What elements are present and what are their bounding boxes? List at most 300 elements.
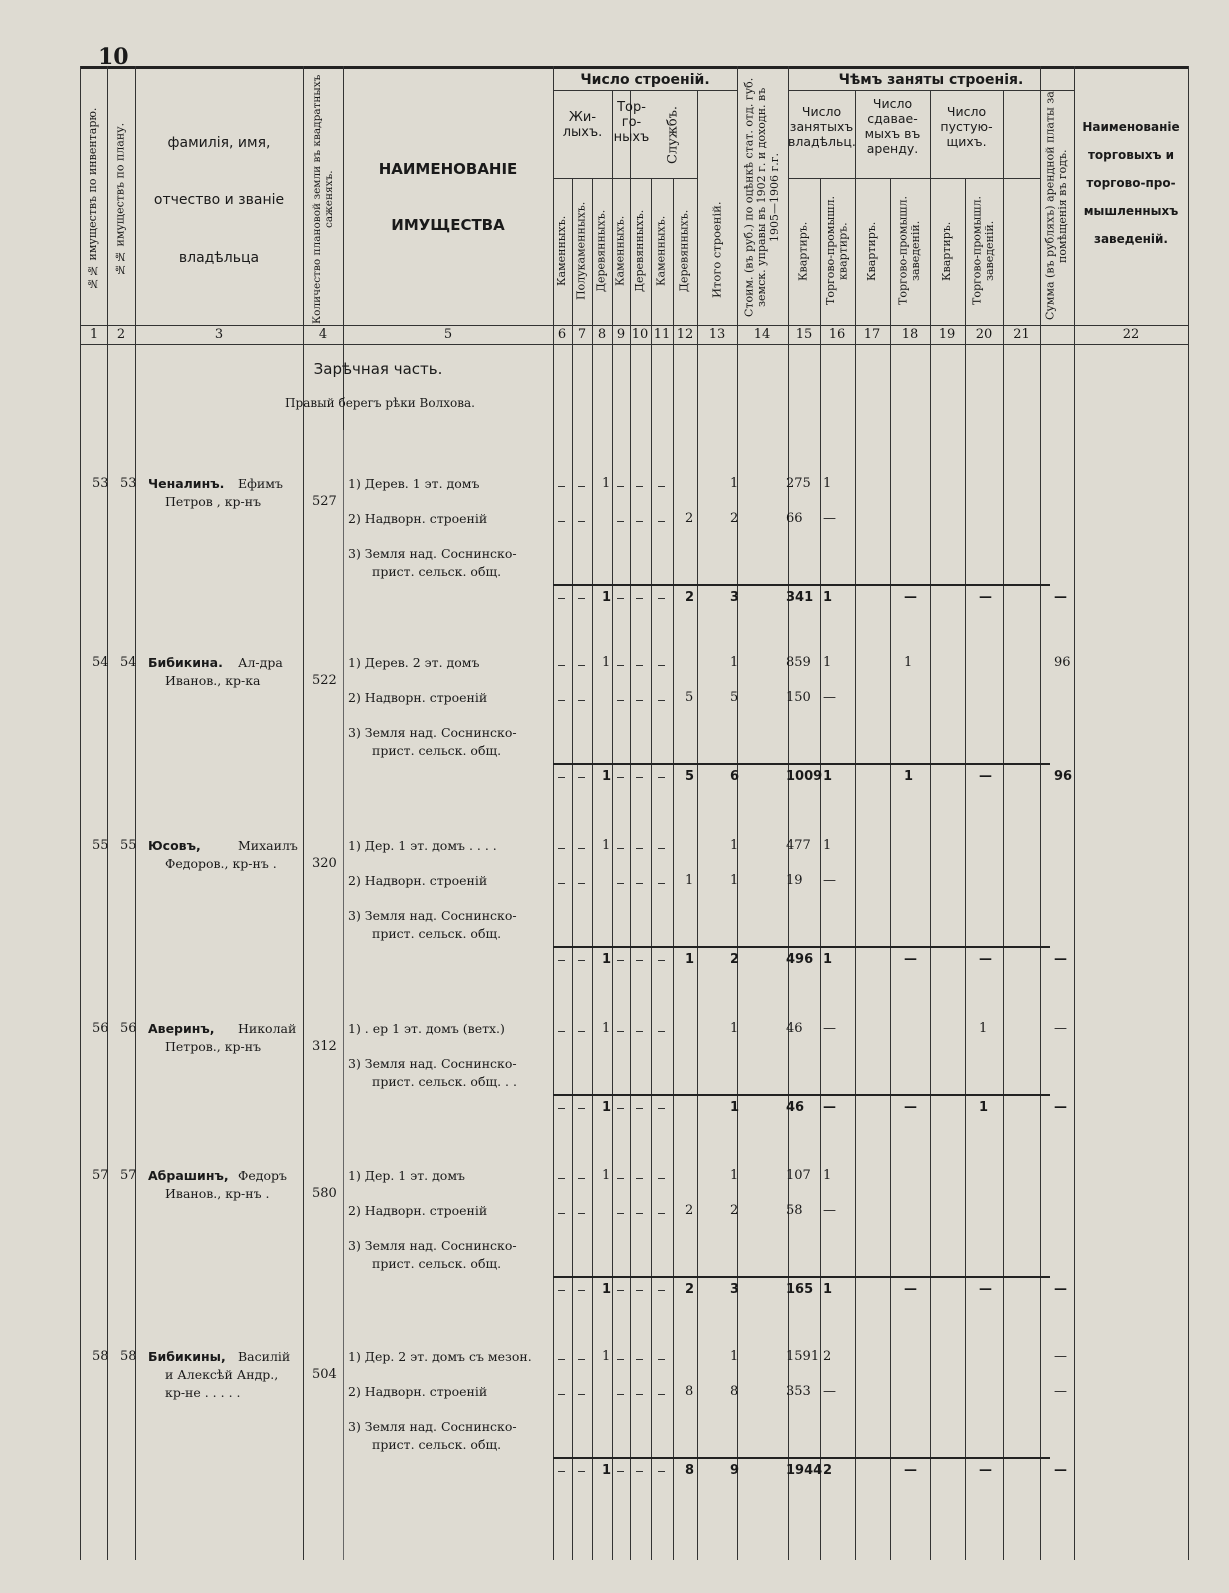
dash: [558, 960, 565, 961]
subtotal-c17: —: [904, 1463, 917, 1478]
subtotal-c15: 1: [823, 1282, 833, 1297]
owner-name: Ал-дра: [238, 655, 283, 670]
dash: [658, 598, 665, 599]
header-col2: №№ имуществъ по плану.: [113, 122, 127, 276]
header-group-occupied: Чѣмъ заняты строенія.: [838, 72, 1024, 88]
subtotal-c19: —: [979, 1463, 992, 1478]
dash: [578, 1213, 585, 1214]
cell-c21: —: [1054, 1384, 1067, 1399]
property-item: 3) Земля над. Соснинско-: [348, 1238, 517, 1253]
property-item-cont: прист. сельск. общ.: [372, 1437, 502, 1452]
header-residential: Жи-лыхъ.: [562, 110, 603, 140]
header-stone: Каменныхъ.: [654, 215, 668, 287]
column-number: 3: [214, 327, 224, 342]
dash: [617, 883, 624, 884]
dash: [658, 1178, 665, 1179]
subtotal-c19: —: [979, 769, 992, 784]
subtotal-rule: [553, 1457, 1050, 1459]
dash: [558, 777, 565, 778]
subtotal-c21: —: [1054, 952, 1067, 967]
header-stone: Каменныхъ.: [613, 215, 627, 287]
dash: [658, 1359, 665, 1360]
cell-c13: 1: [730, 1349, 739, 1364]
cell-c14: 353: [786, 1384, 811, 1399]
owner-name: Федоръ: [238, 1168, 287, 1183]
header-col1: №№ имуществъ по инвентарю.: [86, 107, 100, 291]
column-number: 8: [597, 327, 607, 342]
cell-c15: 1: [823, 838, 832, 853]
subtotal-c19: —: [979, 590, 992, 605]
dash: [636, 1471, 643, 1472]
dash: [617, 1031, 624, 1032]
dash: [558, 883, 565, 884]
subtotal-c15: 1: [823, 952, 833, 967]
property-item: 1) Дерев. 2 эт. домъ: [348, 655, 480, 670]
column-number: 14: [753, 327, 771, 342]
cell-c15: —: [823, 1021, 836, 1036]
subtotal-c21: 96: [1054, 769, 1073, 784]
column-number: 2: [116, 327, 126, 342]
plan-number: 55: [120, 838, 137, 853]
column-number: 22: [1122, 327, 1140, 342]
cell-c13: 5: [730, 690, 739, 705]
dash: [658, 521, 665, 522]
land-area: 527: [312, 494, 337, 509]
header-service: Службъ.: [665, 105, 681, 165]
top-rule: [80, 66, 1188, 69]
dash: [617, 1108, 624, 1109]
subtotal-c12: 1: [685, 952, 695, 967]
dash: [578, 1290, 585, 1291]
subtotal-c21: —: [1054, 1100, 1067, 1115]
page-number: 10: [98, 44, 129, 70]
owner-surname: Абрашинъ,: [148, 1168, 229, 1183]
dash: [617, 1359, 624, 1360]
cell-c8: 1: [602, 838, 611, 853]
land-area: 320: [312, 856, 337, 871]
dash: [558, 1213, 565, 1214]
dash: [617, 598, 624, 599]
owner-patronymic: Федоров., кр-нъ .: [165, 856, 277, 871]
land-area: 504: [312, 1367, 337, 1382]
header-apartments: Квартиръ.: [865, 221, 879, 281]
column-number: 21: [1013, 327, 1030, 342]
property-item: 3) Земля над. Соснинско-: [348, 546, 517, 561]
dash: [617, 1213, 624, 1214]
cell-c13: 2: [730, 1203, 739, 1218]
column-number: 13: [708, 327, 726, 342]
cell-c15: 1: [823, 476, 832, 491]
dash: [636, 1290, 643, 1291]
cell-c21: —: [1054, 1349, 1067, 1364]
subtotal-c13: 3: [730, 1282, 740, 1297]
dash: [636, 486, 643, 487]
dash: [578, 521, 585, 522]
owner-patronymic: и Алексѣй Андр.,: [165, 1367, 279, 1382]
inventory-number: 53: [92, 476, 109, 491]
cell-c14: 58: [786, 1203, 803, 1218]
dash: [636, 1031, 643, 1032]
inventory-number: 56: [92, 1021, 109, 1036]
property-item: 3) Земля над. Соснинско-: [348, 1056, 517, 1071]
dash: [658, 1394, 665, 1395]
column-number: 10: [631, 327, 649, 342]
column-number: 7: [577, 327, 587, 342]
dash: [558, 1394, 565, 1395]
cell-c14: 107: [786, 1168, 811, 1183]
cell-c14: 477: [786, 838, 811, 853]
dash: [558, 1178, 565, 1179]
inventory-number: 58: [92, 1349, 109, 1364]
land-area: 522: [312, 673, 337, 688]
subtotal-c13: 9: [730, 1463, 740, 1478]
header-col5a: НАИМЕНОВАНІЕ: [378, 160, 518, 178]
header-apartments: Квартиръ.: [796, 221, 810, 281]
subtotal-c19: 1: [979, 1100, 989, 1115]
dash: [558, 598, 565, 599]
dash: [636, 598, 643, 599]
subtotal-c8: 1: [602, 952, 612, 967]
column-rule: [592, 178, 593, 1560]
subtotal-c15: 1: [823, 590, 833, 605]
property-item-cont: прист. сельск. общ. . .: [372, 1074, 517, 1089]
subtotal-c8: 1: [602, 1463, 612, 1478]
cell-c21: —: [1054, 1021, 1067, 1036]
property-item: 1) Дерев. 1 эт. домъ: [348, 476, 480, 491]
cell-c12: 2: [685, 511, 694, 526]
subtotal-c14: 341: [786, 590, 814, 605]
inventory-number: 57: [92, 1168, 109, 1183]
group-rule: [788, 90, 1074, 91]
dash: [636, 883, 643, 884]
header-rent-sum: Сумма (въ рубляхъ) арендной платы за помѣщенія въ годъ.: [1043, 91, 1069, 321]
dash: [578, 1359, 585, 1360]
cell-c15: 1: [823, 655, 832, 670]
header-stone: Каменныхъ.: [555, 215, 569, 287]
dash: [578, 700, 585, 701]
subtotal-c21: —: [1054, 590, 1067, 605]
dash: [558, 1471, 565, 1472]
header-col5b: ИМУЩЕСТВА: [391, 216, 505, 234]
column-rule: [673, 178, 674, 1560]
land-area: 312: [312, 1039, 337, 1054]
header-owner: Число занятыхъ владѣльц.: [788, 104, 856, 149]
land-area: 580: [312, 1186, 337, 1201]
column-rule: [651, 178, 652, 1560]
header-rule: [80, 325, 1188, 326]
property-item-cont: прист. сельск. общ.: [372, 1256, 502, 1271]
dash: [658, 1213, 665, 1214]
dash: [658, 1031, 665, 1032]
header-apartments: Квартиръ.: [940, 221, 954, 281]
section-title: Зарѣчная часть.: [313, 360, 443, 378]
dash: [578, 1394, 585, 1395]
dash: [636, 960, 643, 961]
header-vacant: Число пустую-щихъ.: [940, 104, 993, 149]
owner-status: кр-не . . . . .: [165, 1385, 241, 1400]
subtotal-rule: [553, 1276, 1050, 1278]
cell-c17: 1: [904, 655, 913, 670]
cell-c14: 1591: [786, 1349, 820, 1364]
cell-c15: 1: [823, 1168, 832, 1183]
subtotal-c14: 496: [786, 952, 814, 967]
cell-c8: 1: [602, 476, 611, 491]
dash: [617, 1471, 624, 1472]
cell-c15: —: [823, 1203, 836, 1218]
number-rule: [80, 344, 1188, 345]
dash: [558, 1108, 565, 1109]
property-item: 2) Надворн. строеній: [348, 690, 488, 705]
dash: [578, 960, 585, 961]
dash: [558, 848, 565, 849]
header-col3: владѣльца: [178, 250, 260, 266]
subtotal-rule: [553, 763, 1050, 765]
dash: [617, 486, 624, 487]
dash: [578, 1471, 585, 1472]
cell-c13: 1: [730, 838, 739, 853]
subtotal-c13: 1: [730, 1100, 740, 1115]
cell-c13: 1: [730, 655, 739, 670]
owner-name: Ефимъ: [238, 476, 283, 491]
header-col3: отчество и званіе: [153, 192, 285, 208]
header-trade: Тор-го-ныхъ: [613, 100, 650, 145]
cell-c8: 1: [602, 1168, 611, 1183]
owner-surname: Аверинъ,: [148, 1021, 215, 1036]
owner-name: Михаилъ: [238, 838, 298, 853]
subtotal-c14: 1009: [786, 769, 823, 784]
cell-c14: 859: [786, 655, 811, 670]
subtotal-c19: —: [979, 1282, 992, 1297]
plan-number: 58: [120, 1349, 137, 1364]
subtotal-c8: 1: [602, 769, 612, 784]
dash: [558, 486, 565, 487]
dash: [658, 848, 665, 849]
dash: [658, 665, 665, 666]
property-item-cont: прист. сельск. общ.: [372, 926, 502, 941]
property-item-cont: прист. сельск. общ.: [372, 743, 502, 758]
header-col4: Количество плановой земли въ квадратныхъ саженяхъ.: [310, 74, 335, 324]
bracket-rule: [343, 430, 344, 1560]
header-col22: заведеній.: [1093, 232, 1168, 246]
header-wooden: Деревянныхъ.: [633, 209, 647, 293]
header-trade_est: Торгово-промышл. заведеній.: [896, 196, 922, 306]
column-number: 18: [901, 327, 919, 342]
dash: [658, 700, 665, 701]
cell-c14: 19: [786, 873, 803, 888]
column-number: 12: [676, 327, 694, 342]
subtotal-c17: —: [904, 1100, 917, 1115]
column-rule: [890, 178, 891, 1560]
header-value: Стоим. (въ руб.) по оцѣнкѣ стат. отд. губ. земск. управы въ 1902 г. и доходн. въ 1905—1906 г.г.: [742, 77, 781, 317]
dash: [578, 848, 585, 849]
cell-c14: 275: [786, 476, 811, 491]
column-rule: [1188, 66, 1189, 1560]
cell-c14: 46: [786, 1021, 803, 1036]
subtotal-c19: —: [979, 952, 992, 967]
dash: [636, 665, 643, 666]
cell-c15: 2: [823, 1349, 832, 1364]
header-col22: Наименованіе: [1082, 120, 1180, 134]
owner-name: Василій: [238, 1349, 291, 1364]
column-number: 6: [557, 327, 567, 342]
subtotal-c17: —: [904, 1282, 917, 1297]
cell-c12: 2: [685, 1203, 694, 1218]
owner-surname: Ченалинъ.: [148, 476, 225, 491]
subtotal-rule: [553, 946, 1050, 948]
dash: [617, 960, 624, 961]
header-trade_est: Торгово-промышл. заведеній.: [970, 196, 996, 306]
property-item: 3) Земля над. Соснинско-: [348, 725, 517, 740]
cell-c15: —: [823, 690, 836, 705]
cell-c19: 1: [979, 1021, 988, 1036]
property-item: 3) Земля над. Соснинско-: [348, 1419, 517, 1434]
dash: [617, 665, 624, 666]
subtotal-c8: 1: [602, 590, 612, 605]
header-col3: фамилія, имя,: [167, 135, 271, 151]
plan-number: 54: [120, 655, 137, 670]
column-rule: [1074, 66, 1075, 1560]
header-group-buildings: Число строеній.: [580, 72, 710, 88]
dash: [558, 1031, 565, 1032]
dash: [658, 1471, 665, 1472]
dash: [617, 700, 624, 701]
subtotal-c17: —: [904, 590, 917, 605]
header-rented: Число сдавае-мыхъ въ аренду.: [864, 96, 921, 156]
column-number: 15: [795, 327, 813, 342]
dash: [578, 883, 585, 884]
subtotal-c12: 5: [685, 769, 695, 784]
dash: [617, 521, 624, 522]
column-number: 11: [653, 327, 671, 342]
owner-patronymic: Иванов., кр-ка: [165, 673, 261, 688]
column-rule: [135, 66, 136, 1560]
dash: [658, 777, 665, 778]
column-number: 9: [616, 327, 626, 342]
subtotal-c15: —: [823, 1100, 836, 1115]
column-rule: [820, 178, 821, 1560]
dash: [636, 1213, 643, 1214]
sub-rule: [553, 178, 697, 179]
dash: [558, 521, 565, 522]
cell-c12: 8: [685, 1384, 694, 1399]
dash: [636, 521, 643, 522]
subtotal-c14: 46: [786, 1100, 805, 1115]
header-wooden: Деревянныхъ.: [677, 209, 691, 293]
subtotal-c13: 3: [730, 590, 740, 605]
cell-c15: —: [823, 873, 836, 888]
column-rule: [965, 178, 966, 1560]
dash: [636, 1178, 643, 1179]
column-number: 16: [828, 327, 846, 342]
dash: [658, 883, 665, 884]
owner-patronymic: Иванов., кр-нъ .: [165, 1186, 270, 1201]
dash: [558, 665, 565, 666]
cell-c13: 1: [730, 476, 739, 491]
column-number: 5: [443, 327, 453, 342]
cell-c15: —: [823, 1384, 836, 1399]
owner-patronymic: Петров., кр-нъ: [165, 1039, 262, 1054]
dash: [578, 1108, 585, 1109]
property-item: 1) . ер 1 эт. домъ (ветх.): [348, 1021, 505, 1036]
dash: [636, 1359, 643, 1360]
subtotal-c15: 2: [823, 1463, 833, 1478]
owner-name: Николай: [238, 1021, 297, 1036]
column-number: 17: [863, 327, 881, 342]
group-rule: [553, 90, 737, 91]
subtotal-c17: —: [904, 952, 917, 967]
subtotal-c21: —: [1054, 1463, 1067, 1478]
dash: [558, 1359, 565, 1360]
subtotal-c21: —: [1054, 1282, 1067, 1297]
subtotal-rule: [553, 584, 1050, 586]
cell-c12: 1: [685, 873, 694, 888]
header-trade_apts: Торгово-промышл. квартиръ.: [823, 196, 850, 306]
dash: [636, 1108, 643, 1109]
plan-number: 57: [120, 1168, 137, 1183]
cell-c21: 96: [1054, 655, 1071, 670]
column-number: 1: [89, 327, 99, 342]
dash: [636, 700, 643, 701]
subtotal-c12: 2: [685, 1282, 695, 1297]
property-item: 2) Надворн. строеній: [348, 511, 488, 526]
property-item: 1) Дер. 1 эт. домъ . . . .: [348, 838, 497, 853]
column-rule: [572, 178, 573, 1560]
plan-number: 53: [120, 476, 137, 491]
subtotal-c13: 2: [730, 952, 740, 967]
header-col22: мышленныхъ: [1083, 204, 1179, 218]
section-subtitle: Правый берегъ рѣки Волхова.: [285, 396, 475, 410]
cell-c14: 150: [786, 690, 811, 705]
subtotal-c13: 6: [730, 769, 740, 784]
dash: [578, 665, 585, 666]
plan-number: 56: [120, 1021, 137, 1036]
inventory-number: 54: [92, 655, 109, 670]
subtotal-c8: 1: [602, 1100, 612, 1115]
cell-c8: 1: [602, 1349, 611, 1364]
owner-patronymic: Петров , кр-нъ: [165, 494, 262, 509]
header-wooden: Деревянныхъ.: [594, 209, 608, 293]
cell-c13: 1: [730, 1168, 739, 1183]
dash: [558, 1290, 565, 1291]
dash: [617, 1394, 624, 1395]
column-number: 4: [318, 327, 328, 342]
property-item: 2) Надворн. строеній: [348, 873, 488, 888]
dash: [578, 1178, 585, 1179]
owner-surname: Бибикины,: [148, 1349, 226, 1364]
dash: [658, 1290, 665, 1291]
subtotal-c12: 2: [685, 590, 695, 605]
owner-surname: Юсовъ,: [148, 838, 201, 853]
dash: [558, 700, 565, 701]
header-col22: торговыхъ и: [1087, 148, 1175, 162]
cell-c15: —: [823, 511, 836, 526]
dash: [617, 1290, 624, 1291]
dash: [578, 1031, 585, 1032]
cell-c8: 1: [602, 655, 611, 670]
cell-c12: 5: [685, 690, 694, 705]
subtotal-c14: 165: [786, 1282, 814, 1297]
dash: [578, 486, 585, 487]
cell-c8: 1: [602, 1021, 611, 1036]
subtotal-rule: [553, 1094, 1050, 1096]
property-item: 2) Надворн. строеній: [348, 1384, 488, 1399]
header-semistone: Полукаменныхъ.: [574, 201, 588, 301]
cell-c13: 8: [730, 1384, 739, 1399]
header-total: Итого строеній.: [709, 201, 724, 299]
property-item: 1) Дер. 1 эт. домъ: [348, 1168, 465, 1183]
property-item: 3) Земля над. Соснинско-: [348, 908, 517, 923]
column-number: 19: [938, 327, 956, 342]
